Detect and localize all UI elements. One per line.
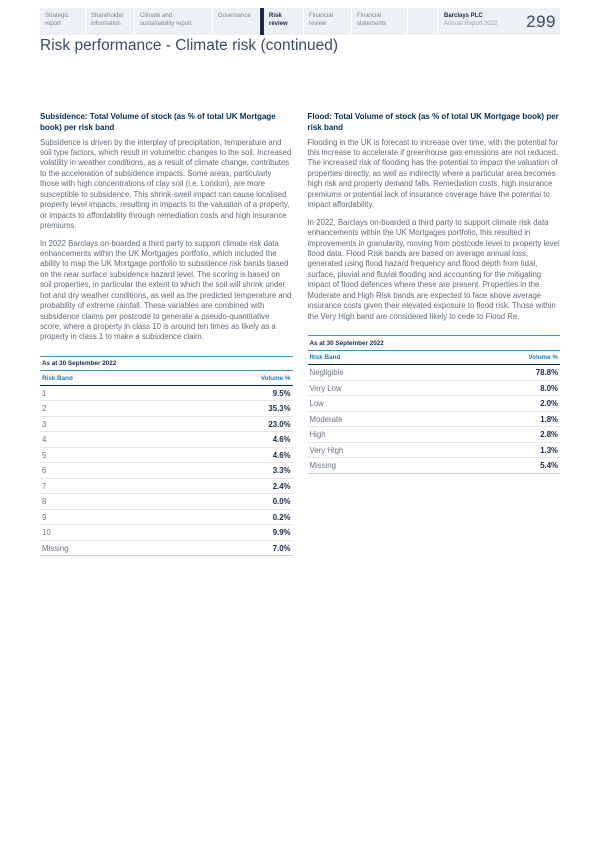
tab-label: Strategic report (45, 13, 69, 28)
active-tab-bar (260, 8, 264, 35)
table-row (40, 463, 293, 479)
flood-heading: Flood: Total Volume of stock (as % of total UK Mortgage book) per risk band (307, 112, 559, 132)
risk-band-label: 9 (42, 512, 47, 522)
subsidence-heading: Subsidence: Total Volume of stock (as % of total UK Mortgage book) per risk band (40, 112, 276, 132)
table-row (40, 401, 293, 417)
flood-column (308, 112, 561, 556)
table-row (40, 417, 293, 433)
tab-shareholder-information[interactable] (86, 8, 135, 35)
volume-value: 4.6% (272, 450, 291, 460)
volume-value: 3.3% (272, 466, 291, 476)
table-caption: As at 30 September 2022 (308, 335, 561, 351)
column-header-volume: Volume % (528, 354, 558, 362)
subsidence-column (40, 112, 293, 556)
column-header-volume: Volume % (260, 374, 291, 382)
table-row (308, 458, 561, 474)
table-row (40, 541, 293, 557)
column-header-risk-band: Risk Band (309, 354, 341, 362)
risk-band-label: Missing (309, 461, 336, 471)
subsidence-table (40, 356, 293, 557)
volume-value: 1.8% (540, 414, 558, 424)
volume-value: 7.0% (272, 543, 291, 553)
table-row (40, 494, 293, 510)
risk-band-label: Very Low (309, 383, 342, 393)
table-row (40, 479, 293, 495)
volume-value: 1.3% (540, 445, 558, 455)
subsidence-paragraph-2: In 2022 Barclays on-boarded a third party to support climate risk data enhancements within the UK Mortgages portfolio, which included the ability to map the UK Mortgage portfolio to subsidence risk bands based on the near surface subsidence hazard level. The scoring is based on soil properties, in particular the extent to which the soil will shrink under hot and dry weather conditions, as well as the predicted temperature and probability of extreme rainfall. These variables are combined with subsidence claims per postcode to generate a pseudo-quantitative score, where a property in class 10 is around ten times as likely as a property in class 1 to make a subsidence claim. (40, 238, 292, 342)
volume-value: 0.2% (272, 512, 291, 522)
tab-label: Financial review (309, 13, 334, 28)
table-row (308, 427, 561, 443)
page-number-cell (516, 8, 560, 35)
tab-governance[interactable] (213, 8, 260, 35)
risk-band-label: 8 (42, 497, 47, 507)
column-header-risk-band: Risk Band (42, 374, 73, 382)
volume-value: 2.8% (540, 430, 558, 440)
volume-value: 9.5% (272, 388, 291, 398)
volume-value: 9.9% (272, 528, 291, 538)
volume-value: 8.0% (540, 383, 558, 393)
table-row (308, 381, 561, 397)
risk-band-label: Low (309, 399, 324, 409)
table-header-row (308, 351, 561, 366)
risk-band-label: Moderate (309, 414, 343, 424)
tab-label: Shareholder information (91, 13, 124, 28)
tab-financial-statements[interactable] (352, 8, 408, 35)
risk-band-label: 5 (42, 450, 47, 460)
tab-climate-and-sustainability-report[interactable] (135, 8, 213, 35)
brand-block (438, 8, 516, 35)
volume-value: 4.6% (272, 435, 291, 445)
tab-financial-review[interactable] (304, 8, 352, 35)
tab-label: Financial statements (357, 13, 387, 28)
table-row (40, 432, 293, 448)
page-number: 299 (526, 11, 556, 31)
table-header-row (40, 371, 293, 386)
volume-value: 0.0% (272, 497, 291, 507)
tab-strategic-report[interactable] (40, 8, 86, 35)
risk-band-label: 1 (42, 388, 47, 398)
table-row (308, 365, 561, 381)
page-title: Risk performance - Climate risk (continued) (40, 37, 339, 54)
volume-value: 5.4% (540, 461, 558, 471)
risk-band-label: 4 (42, 435, 47, 445)
risk-band-label: Very High (309, 445, 344, 455)
table-body (308, 365, 561, 474)
risk-band-label: 10 (42, 528, 51, 538)
table-row (40, 448, 293, 464)
flood-paragraph-2: In 2022, Barclays on-boarded a third party to support climate risk data enhancements within the UK Mortgages portfolio, this resulted in improvements in granularity, moving from postcode level to property level flood data. Flood Risk bands are based on average annual loss, generated using flood hazard frequency and flood depth from tidal, surface, pluvial and fluvial flooding and accounting for the mitigating impact of flood defences where these are present. Properties in the Moderate and High Risk bands are expected to face above average insurance costs given their elevated exposure to flood risk. Those within the Very High band are considered likely to cede to Flood Re. (307, 217, 560, 321)
risk-band-label: Negligible (309, 368, 344, 378)
table-row (308, 396, 561, 412)
risk-band-label: 2 (42, 404, 47, 414)
tab-label: Governance (218, 13, 251, 19)
nav-spacer (408, 8, 438, 35)
tab-label: Risk review (269, 13, 288, 28)
volume-value: 2.0% (540, 399, 558, 409)
risk-band-label: High (309, 430, 326, 440)
top-nav-band (40, 8, 560, 35)
volume-value: 2.4% (272, 481, 291, 491)
table-row (40, 510, 293, 526)
brand-name: Barclays PLC (444, 13, 483, 19)
risk-band-label: 7 (42, 481, 47, 491)
nav-tabs (40, 8, 408, 35)
table-row (308, 443, 561, 459)
table-row (40, 386, 293, 402)
tab-risk-review[interactable] (260, 8, 304, 35)
tab-label: Climate and sustainability report (140, 13, 192, 28)
volume-value: 23.0% (268, 419, 291, 429)
flood-table (308, 335, 561, 474)
content-columns (40, 112, 560, 556)
risk-band-label: Missing (42, 543, 69, 553)
risk-band-label: 6 (42, 466, 47, 476)
table-caption: As at 30 September 2022 (40, 356, 293, 372)
table-row (308, 412, 561, 428)
brand-subtitle: Annual Report 2022 (444, 21, 498, 28)
flood-paragraph-1: Flooding in the UK is forecast to increase over time, with the potential for this increase to accelerate if greenhouse gas emissions are not reduced. The increased risk of flooding has the potential to impact the valuation of properties directly, as well as indirectly where a particular area becomes high risk and property demand falls. Remediation costs, high insurance premiums or potential lack of insurance coverage have the potential to impact affordability. (307, 137, 559, 210)
subsidence-paragraph-1: Subsidence is driven by the interplay of precipitation, temperature and soil type factors, which result in volumetric changes to the soil. Increased volatility in weather conditions, as a result of climate change, contributes to the acceleration of subsidence impacts. Some areas, particularly those with high concentrations of clay soil (i.e. London), are more susceptible to subsidence. This shrink-swell impact can cause localised property level impacts, resulting in impacts to the valuation of a property, or impacts to affordability through remediation costs and high insurance premiums. (40, 137, 292, 231)
risk-band-label: 3 (42, 419, 47, 429)
volume-value: 78.8% (535, 368, 558, 378)
table-body (40, 386, 293, 557)
table-row (40, 525, 293, 541)
volume-value: 35.3% (268, 404, 291, 414)
